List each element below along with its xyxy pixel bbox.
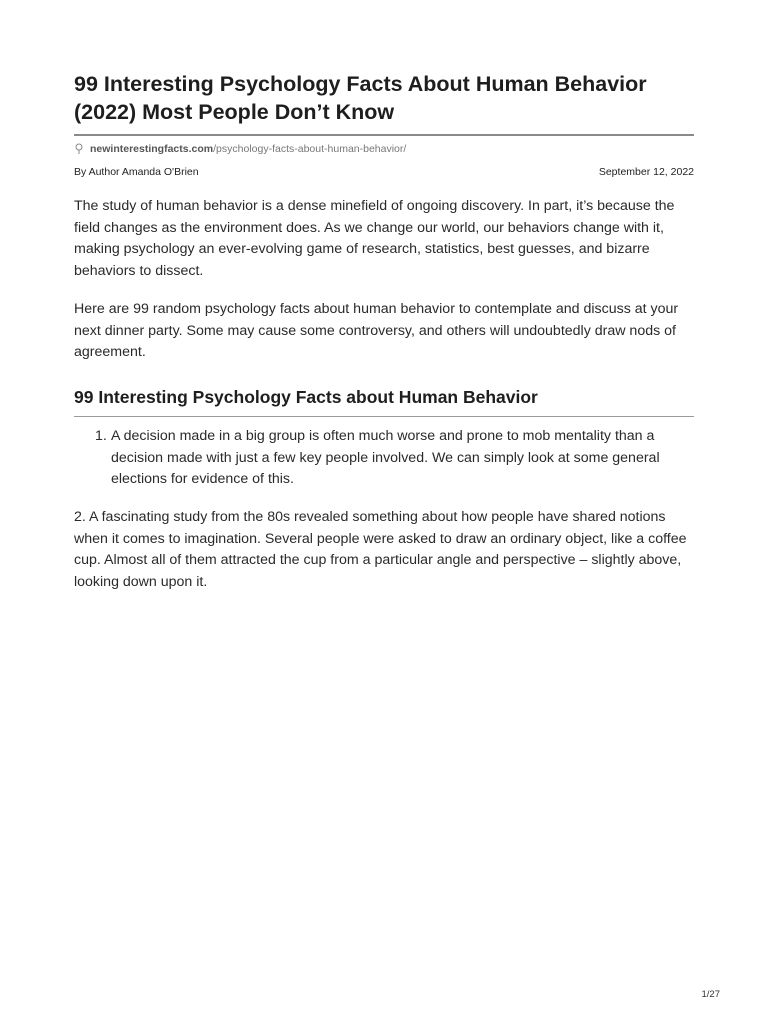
source-path[interactable]: /psychology-facts-about-human-behavior/ (213, 143, 407, 155)
author-byline: By Author Amanda O'Brien (74, 166, 199, 178)
facts-list (74, 426, 694, 491)
list-item-number: 1. (95, 427, 107, 444)
fact-paragraph-2: 2. A fascinating study from the 80s revealed something about how people have shared notions when it comes to imagination. Several people were asked to draw an ordinary object, like a coffee cup. Almost all of them attracted the cup from a particular angle and perspective – slightly above, looking down upon it. (74, 509, 687, 591)
location-pin-icon (74, 143, 84, 155)
article-title: 99 Interesting Psychology Facts About Human Behavior (2022) Most People Don’t Know (74, 72, 647, 124)
section-heading: 99 Interesting Psychology Facts about Human Behavior (74, 386, 538, 407)
publish-date: September 12, 2022 (598, 166, 694, 178)
section-divider (74, 416, 694, 417)
list-item (95, 426, 694, 491)
article-page (74, 70, 694, 594)
article-meta (74, 166, 694, 180)
source-domain[interactable]: newinterestingfacts.com (90, 143, 214, 155)
page-number: 1/27 (701, 989, 720, 1000)
intro-paragraph-2: Here are 99 random psychology facts about human behavior to contemplate and discuss at your next dinner party. Some may cause some controversy, and others will undoubtedly draw nods of agreement. (74, 300, 679, 361)
intro-paragraph-1: The study of human behavior is a dense minefield of ongoing discovery. In part, it’s because the field changes as the environment does. As we change our world, our behaviors change with it, making psychology an ever-evolving game of research, statistics, best guesses, and bizarre behaviors to dissect. (74, 198, 675, 280)
source-url[interactable] (74, 142, 694, 156)
title-divider (74, 134, 694, 136)
list-item-text: A decision made in a big group is often much worse and prone to mob mentality than a decision made with just a few key people involved. We can simply look at some general elections for evidence of this. (111, 427, 660, 488)
